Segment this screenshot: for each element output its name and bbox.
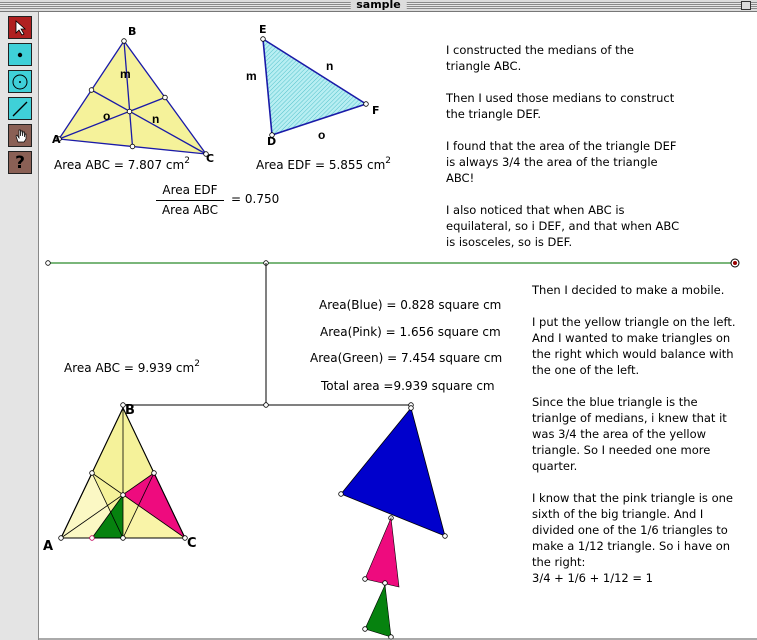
mobile-beam[interactable] <box>46 259 739 267</box>
window-title-bar[interactable] <box>0 0 757 12</box>
note-line: Then I decided to make a mobile. <box>532 283 725 297</box>
note-line: equilateral, so i DEF, and that when ABC <box>446 219 680 233</box>
point-tool[interactable] <box>8 43 32 66</box>
note-line: Then I used those medians to construct <box>446 91 675 105</box>
window-title: sample <box>350 0 407 11</box>
ratio-fraction <box>156 182 224 219</box>
side-label-o: o <box>318 128 326 142</box>
area-pink-label: Area(Pink) = 1.656 square cm <box>320 325 501 339</box>
median-label-o: o <box>103 109 111 123</box>
toolbox <box>0 12 39 640</box>
total-area-label: Total area =9.939 square cm <box>321 379 495 393</box>
note-line: I found that the area of the triangle DEF <box>446 139 677 153</box>
note-line: 3/4 + 1/6 + 1/12 = 1 <box>532 571 653 585</box>
note-line: triangle. So I needed one more <box>532 443 711 457</box>
note-line <box>532 378 735 394</box>
help-tool[interactable] <box>8 151 32 174</box>
point-icon <box>12 47 28 63</box>
fraction-bar <box>156 200 224 201</box>
zoom-box[interactable] <box>741 1 751 10</box>
median-label-n: n <box>152 112 160 126</box>
note-line: the one of the left. <box>532 363 640 377</box>
ratio-denominator: Area ABC <box>161 203 219 217</box>
green-triangle[interactable] <box>363 585 394 639</box>
note-line: sixth of the big triangle. And I <box>532 507 704 521</box>
area-edf-label: Area EDF = 5.855 $cm^2$ <box>256 156 392 172</box>
mobile-vertex-c: C <box>187 536 197 551</box>
vertex-label-b: B <box>128 25 137 38</box>
notes-bottom <box>532 282 735 586</box>
note-line: I know that the pink triangle is one <box>532 491 733 505</box>
note-line <box>532 298 735 314</box>
note-line: triangle ABC. <box>446 59 522 73</box>
note-line: ABC! <box>446 171 475 185</box>
pink-triangle[interactable] <box>363 518 399 587</box>
select-arrow-tool[interactable] <box>8 16 32 39</box>
area-abc-top-label: Area ABC = 7.807 $cm^2$ <box>54 156 190 172</box>
vertex-label-f: F <box>372 104 380 117</box>
ratio-numerator: Area EDF <box>162 183 218 197</box>
note-line <box>446 122 679 138</box>
help-icon: ? <box>15 152 25 173</box>
note-line: is always 3/4 the area of the triangle <box>446 155 658 169</box>
vertex-label-c: C <box>206 152 215 165</box>
note-line <box>446 74 679 90</box>
compass-icon <box>11 73 29 91</box>
note-line: Since the blue triangle is the <box>532 395 698 409</box>
note-line: And I wanted to make triangles on <box>532 331 731 345</box>
text-hand-icon <box>11 127 29 145</box>
note-line: was 3/4 the area of the yellow <box>532 427 707 441</box>
vertex-label-e: E <box>259 23 267 36</box>
note-line: make a 1/12 triangle. So i have on <box>532 539 731 553</box>
notes-top <box>446 42 679 250</box>
mobile-vertex-b: B <box>125 403 135 418</box>
median-label-m: m <box>120 67 131 81</box>
note-line <box>446 186 679 202</box>
area-blue-label: Area(Blue) = 0.828 square cm <box>319 298 502 312</box>
vertex-label-a: A <box>52 133 61 146</box>
note-line: trianlge of medians, i knew that it <box>532 411 727 425</box>
note-line: the triangle DEF. <box>446 107 542 121</box>
sketch-canvas[interactable] <box>39 12 757 640</box>
note-line: I put the yellow triangle on the left. <box>532 315 736 329</box>
ratio-value: = 0.750 <box>231 192 280 206</box>
note-line <box>532 474 735 490</box>
note-line: the right: <box>532 555 586 569</box>
straightedge-icon <box>11 100 29 118</box>
note-line: the right which would balance with <box>532 347 734 361</box>
select-arrow-icon <box>12 20 28 36</box>
triangle-def[interactable] <box>263 39 366 135</box>
note-line: quarter. <box>532 459 578 473</box>
text-hand-tool[interactable] <box>8 124 32 147</box>
straightedge-tool[interactable] <box>8 97 32 120</box>
area-green-label: Area(Green) = 7.454 square cm <box>310 351 503 365</box>
note-line: is isosceles, so is DEF. <box>446 235 573 249</box>
side-label-n: n <box>326 59 334 73</box>
triangle-abc[interactable] <box>59 41 206 154</box>
area-abc-mobile-label: Area ABC = 9.939 $cm^2$ <box>64 359 200 375</box>
compass-tool[interactable] <box>8 70 32 93</box>
note-line: I constructed the medians of the <box>446 43 634 57</box>
vertex-label-d: D <box>267 135 277 148</box>
side-label-m: m <box>246 69 257 83</box>
note-line: I also noticed that when ABC is <box>446 203 625 217</box>
mobile-vertex-a: A <box>43 539 54 554</box>
note-line: divided one of the 1/6 triangles to <box>532 523 728 537</box>
blue-triangle[interactable] <box>339 406 448 539</box>
